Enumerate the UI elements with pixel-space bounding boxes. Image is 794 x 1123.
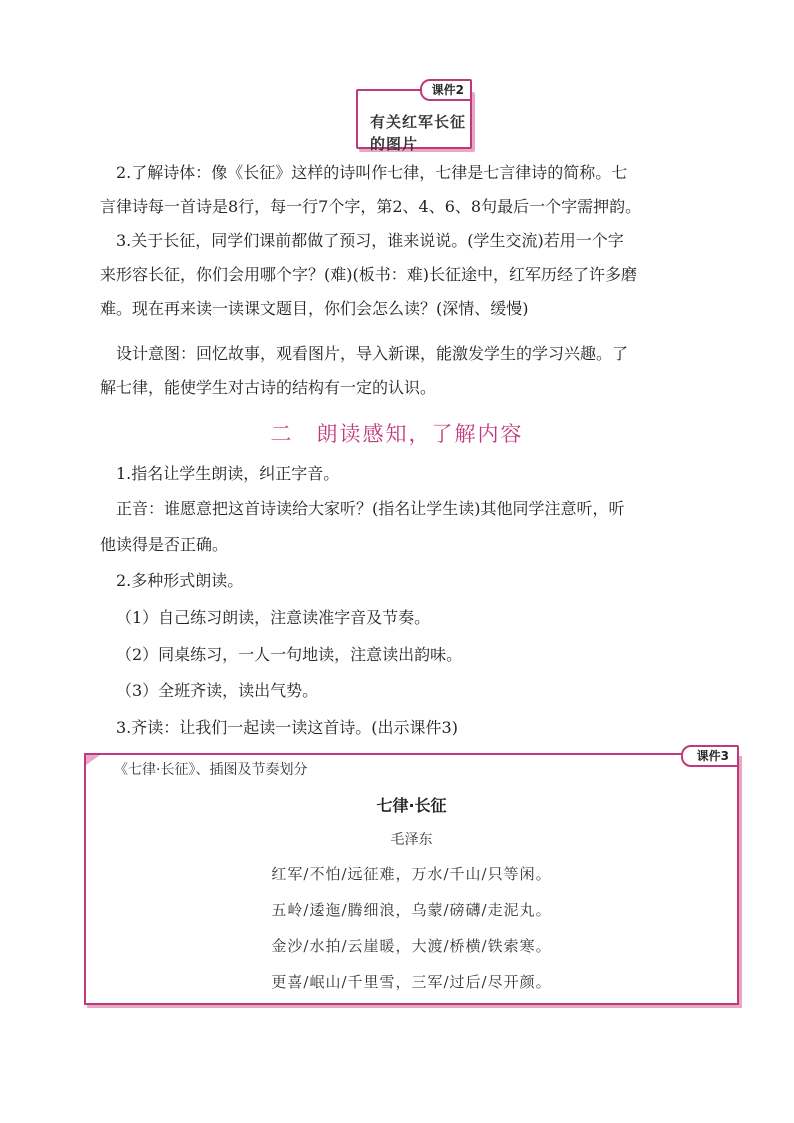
- sub-item-1: （1）自己练习朗读，注意读准字音及节奏。: [116, 608, 431, 627]
- paragraph-2-line-2: 言律诗每一首诗是8行，每一行7个字，第2、4、6、8句最后一个字需押韵。: [100, 197, 642, 216]
- poem-title: 七律·长征: [376, 796, 447, 815]
- poem-verse: 五岭/逶迤/腾细浪，乌蒙/磅礴/走泥丸。: [271, 901, 552, 919]
- correct-pronunciation-line-2: 他读得是否正确。: [100, 535, 229, 554]
- poem-verse: 金沙/水拍/云崖暖，大渡/桥横/铁索寒。: [271, 937, 552, 955]
- courseware-3-heading: 《七律·长征》、插图及节奏划分: [114, 762, 308, 778]
- sub-item-3: （3）全班齐读，读出气势。: [116, 681, 319, 700]
- design-intent-line-1: 设计意图：回忆故事，观看图片，导入新课，能激发学生的学习兴趣。了: [116, 344, 629, 363]
- item-3: 3.齐读：让我们一起读一读这首诗。(出示课件3): [116, 718, 458, 737]
- design-intent-line-2: 解七律，能使学生对古诗的结构有一定的认识。: [100, 378, 437, 397]
- courseware-3-panel: [84, 745, 739, 1003]
- courseware-2-caption: 有关红军长征的图片: [370, 113, 467, 153]
- poem-author: 毛泽东: [390, 832, 433, 848]
- item-1: 1.指名让学生朗读，纠正字音。: [116, 464, 340, 483]
- paragraph-2-line-1: 2.了解诗体：像《长征》这样的诗叫作七律，七律是七言律诗的简称。七: [116, 163, 628, 182]
- paragraph-3-line-3: 难。现在再来读一读课文题目，你们会怎么读？(深情、缓慢): [100, 299, 529, 318]
- courseware-3-label: 课件3: [681, 745, 739, 767]
- paragraph-3-line-2: 来形容长征，你们会用哪个字？(难)(板书：难)长征途中，红军历经了许多磨: [100, 265, 637, 284]
- poem-verse: 更喜/岷山/千里雪，三军/过后/尽开颜。: [271, 973, 552, 991]
- paragraph-3-line-1: 3.关于长征，同学们课前都做了预习，谁来说说。(学生交流)若用一个字: [116, 231, 624, 250]
- poem-verse: 红军/不怕/远征难，万水/千山/只等闲。: [271, 865, 552, 883]
- courseware-2-tag: [356, 79, 472, 153]
- item-2: 2.多种形式朗读。: [116, 571, 244, 590]
- section-title: 二 朗读感知，了解内容: [270, 422, 524, 446]
- corner-decoration: [86, 755, 100, 765]
- sub-item-2: （2）同桌练习，一人一句地读，注意读出韵味。: [116, 645, 463, 664]
- courseware-2-label: 课件2: [420, 79, 472, 101]
- correct-pronunciation-line-1: 正音：谁愿意把这首诗读给大家听？(指名让学生读)其他同学注意听，听: [116, 499, 625, 518]
